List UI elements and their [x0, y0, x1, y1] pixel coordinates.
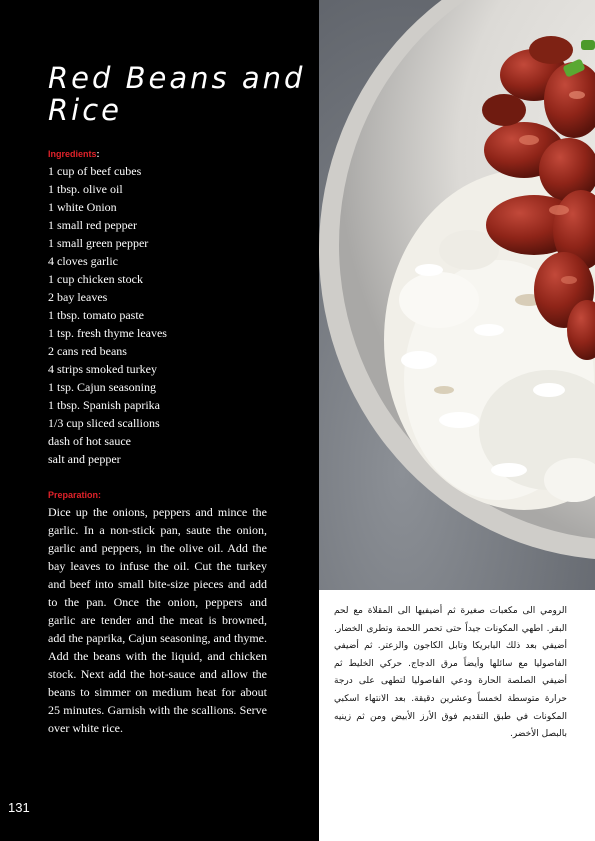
ingredient-item: 1 tsp. Cajun seasoning [48, 380, 156, 394]
ingredient-item: dash of hot sauce [48, 434, 131, 448]
ingredient-item: 1 small green pepper [48, 236, 149, 250]
ingredient-item: 2 bay leaves [48, 290, 108, 304]
ingredient-item: 1 cup chicken stock [48, 272, 143, 286]
preparation-text: Dice up the onions, peppers and mince the garlic. In a non-stick pan, saute the onion, garlic and peppers, in the olive oil. Add the bay leaves to infuse the oil. Cut the turkey and beef into small bite-size pieces and add to the pan. Once the onion, peppers and garlic are tender and the meat is browned, add the paprika, Cajun seasoning, and thyme. Add the beans with the liquid, and chicken stock. Next add the hot-sauce and allow the beans to simmer on medium heat for about 25 minutes. Garnish with the scallions. Serve over white rice. [48, 505, 267, 735]
ingredients-heading [48, 149, 100, 159]
ingredients-list [48, 162, 167, 468]
ingredient-item: 1 small red pepper [48, 218, 137, 232]
ingredient-item: 1 cup of beef cubes [48, 164, 142, 178]
arabic-preparation-text: الرومي الى مكعبات صغيرة ثم أضيفيها الى المقلاة مع لحم البقر. اطهي المكونات جيداً حتى تحمر اللحمة وتطرى الخضار. أضيفي بعد ذلك البابريكا وتابل الكاجون والزعتر. ثم أضيفي الفاصوليا مع سائلها وأيضاً مرق الدجاج. حركي الخليط ثم أضيفي الصلصة الحارة ودعي الفاصوليا لتطهى على درجة حرارة متوسطة لخمساً وعشرين دقيقة. بعد الانتهاء اسكبي المكونات في طبق التقديم فوق الأرز الأبيض ومن ثم زينيه بالبصل الأخضر. [334, 606, 567, 740]
ingredients-label: Ingredients [48, 149, 97, 159]
ingredient-item: 1 tbsp. tomato paste [48, 308, 144, 322]
dish-photo [319, 0, 595, 590]
recipe-title: Red Beans and Rice [48, 61, 306, 127]
preparation-heading: Preparation: [48, 490, 102, 500]
page-number: 131 [8, 800, 30, 815]
ingredient-item: 1 white Onion [48, 200, 117, 214]
ingredient-item: 4 strips smoked turkey [48, 362, 157, 376]
ingredient-item: 1 tbsp. Spanish paprika [48, 398, 160, 412]
ingredient-item: 4 cloves garlic [48, 254, 118, 268]
ingredients-colon: : [96, 149, 100, 159]
ingredient-item: 2 cans red beans [48, 344, 127, 358]
ingredient-item: 1/3 cup sliced scallions [48, 416, 160, 430]
ingredient-item: 1 tbsp. olive oil [48, 182, 123, 196]
ingredient-item: salt and pepper [48, 452, 121, 466]
ingredient-item: 1 tsp. fresh thyme leaves [48, 326, 167, 340]
